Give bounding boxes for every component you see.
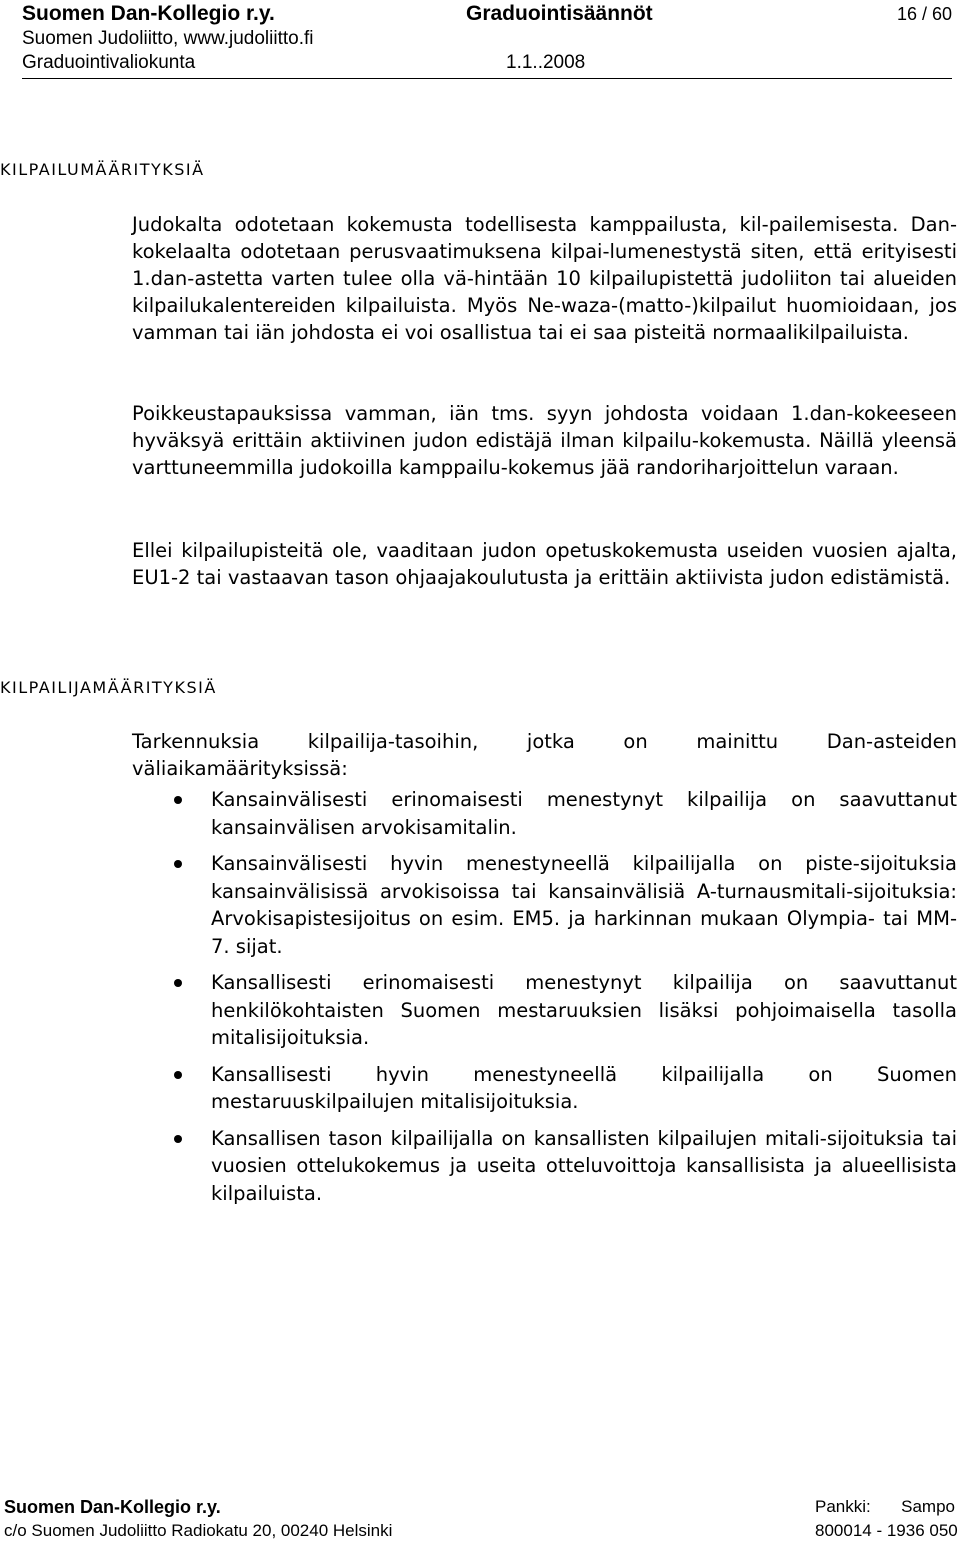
bank-account: 800014 - 1936 050 — [815, 1521, 958, 1540]
paragraph-3: Ellei kilpailupisteitä ole, vaaditaan judon opetuskokemusta useiden vuosien ajalta, EU1-2 tai vastaavan tason ohjaajakoulutusta ja erittäin aktiivista judon edistämistä. — [132, 539, 957, 589]
bullet-icon — [174, 1071, 182, 1079]
bullet-icon — [174, 796, 182, 804]
bullet-icon — [174, 979, 182, 987]
section-heading-kilpailu: KILPAILUMÄÄRITYKSIÄ — [0, 160, 205, 179]
bank-name: Sampo — [901, 1497, 955, 1516]
header-committee: Graduointivaliokunta — [22, 52, 196, 73]
bullet-icon — [174, 1135, 182, 1143]
page-header-top — [22, 2, 952, 28]
header-doc-title: Graduointisäännöt — [466, 2, 653, 25]
header-org: Suomen Dan-Kollegio r.y. — [22, 2, 275, 25]
competitor-level-list — [132, 786, 957, 1216]
list-item: Kansallisen tason kilpailijalla on kansallisten kilpailujen mitali-sijoituksia tai vuosien ottelukokemus ja useita otteluvoittoja kansallisista ja alueellisista kilpailuista. — [132, 1125, 957, 1208]
list-item: Kansainvälisesti hyvin menestyneellä kilpailijalla on piste-sijoituksia kansainvälisissä arvokisoissa tai kansainvälisiä A-turnausmitali-sijoituksia: Arvokisapistesijoitus on esim. EM5. ja harkinnan mukaan Olympia- tai MM-7. sijat. — [132, 850, 957, 960]
intro-paragraph: Tarkennuksia kilpailija-tasoihin, jotka on mainittu Dan-asteiden väliaikamäärityksissä: — [132, 730, 957, 780]
paragraph-1: Judokalta odotetaan kokemusta todellisesta kamppailusta, kil-pailemisesta. Dan-kokelaalta odotetaan perusvaatimuksena kilpai-lumenestystä siten, että erityisesti 1.dan-astetta varten tulee olla vä-hintään 10 kilpailupistettä judoliiton tai alueiden kilpailukalentereiden kilpailuista. Myös Ne-waza-(matto-)kilpailut huomioidaan, jos vamman tai iän johdosta ei voi osallistua tai ei saa pisteitä normaalikilpailuista. — [132, 213, 957, 344]
list-item: Kansainvälisesti erinomaisesti menestynyt kilpailija on saavuttanut kansainvälisen arvokisamitalin. — [132, 786, 957, 841]
footer-org: Suomen Dan-Kollegio r.y. — [4, 1497, 221, 1517]
page-number: 16 / 60 — [896, 4, 952, 24]
header-federation: Suomen Judoliitto, www.judoliitto.fi — [22, 28, 314, 49]
bullet-icon — [174, 860, 182, 868]
paragraph-2: Poikkeustapauksissa vamman, iän tms. syyn johdosta voidaan 1.dan-kokeeseen hyväksyä erittäin aktiivinen judon edistäjä ilman kilpailu-kokemusta. Näillä yleensä varttuneemmilla judokoilla kamppailu-kokemus jää randoriharjoittelun varaan. — [132, 402, 957, 479]
section-heading-kilpailija: KILPAILIJAMÄÄRITYKSIÄ — [0, 678, 217, 697]
header-date: 1.1..2008 — [506, 52, 586, 73]
bank-label: Pankki: — [815, 1497, 871, 1516]
page-header-bottom — [22, 52, 952, 79]
footer-address: c/o Suomen Judoliitto Radiokatu 20, 00240 Helsinki — [4, 1521, 393, 1540]
list-item: Kansallisesti erinomaisesti menestynyt kilpailija on saavuttanut henkilökohtaisten Suomen mestaruuksien lisäksi pohjoimaisella tasolla mitalisijoituksia. — [132, 969, 957, 1052]
list-item: Kansallisesti hyvin menestyneellä kilpailijalla on Suomen mestaruuskilpailujen mitalisijoituksia. — [132, 1061, 957, 1116]
